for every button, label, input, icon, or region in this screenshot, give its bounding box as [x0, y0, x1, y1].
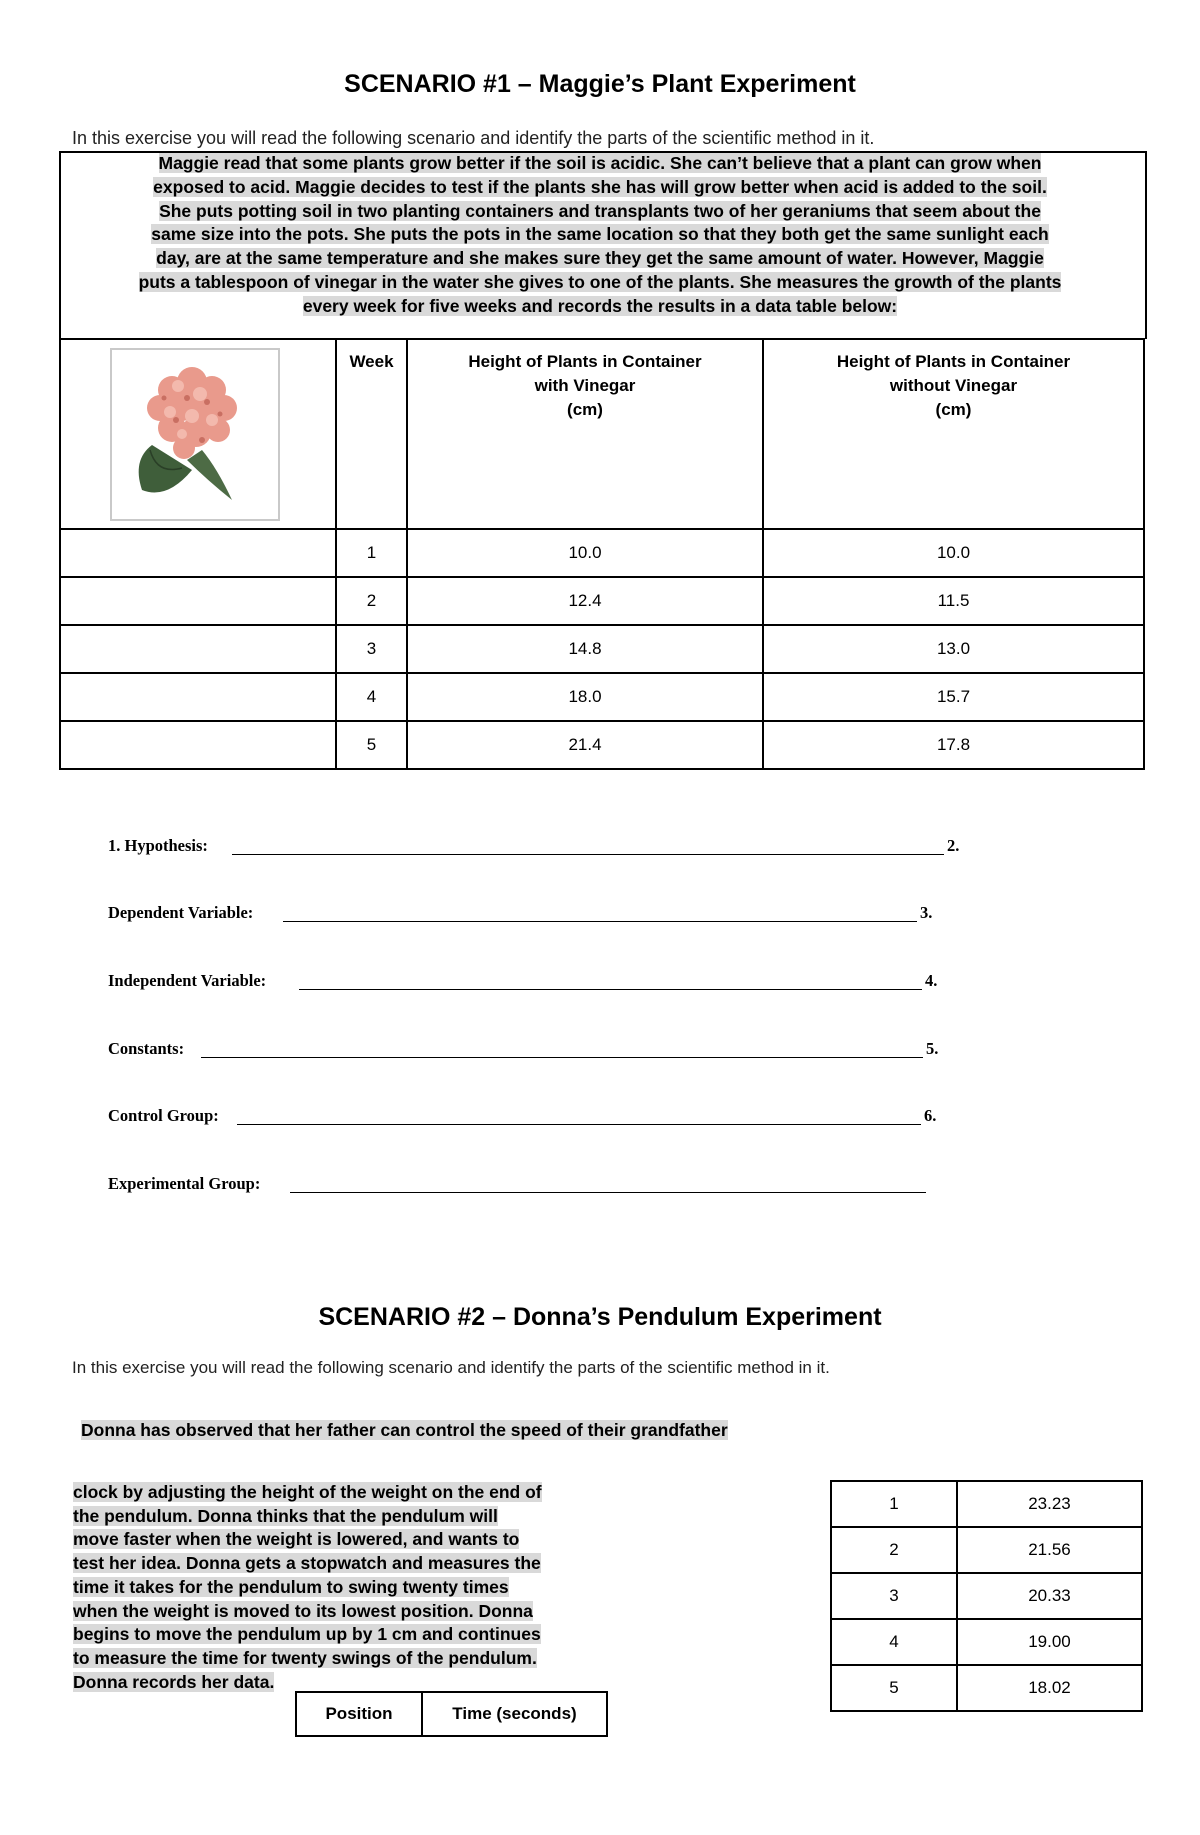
story-line: to measure the time for twenty swings of the pendulum.	[73, 1647, 537, 1668]
independent-variable-answer-line[interactable]	[299, 989, 922, 990]
table-row	[831, 1619, 1142, 1665]
without-vinegar-cell: 15.7	[763, 673, 1144, 721]
table-row	[60, 673, 1144, 721]
story-line: same size into the pots. She puts the pots in the same location so that they both get the same sunlight each	[151, 224, 1049, 245]
time-cell: 18.02	[957, 1665, 1142, 1711]
with-vinegar-header	[407, 339, 763, 529]
story-line: puts a tablespoon of vinegar in the water she gives to one of the plants. She measures the growth of the plants	[138, 271, 1062, 292]
story-line: clock by adjusting the height of the weight on the end of	[73, 1482, 542, 1502]
position-cell: 2	[831, 1527, 957, 1573]
independent-variable-label: Independent Variable:	[108, 971, 267, 990]
story-line: day, are at the same temperature and she makes sure they get the same amount of water. However, Maggie	[156, 248, 1044, 269]
constants-label: Constants:	[108, 1039, 185, 1058]
scenario2-first-line	[81, 1419, 728, 1443]
story-line: She puts potting soil in two planting containers and transplants two of her geraniums that seem about the	[159, 200, 1041, 221]
time-cell: 21.56	[957, 1527, 1142, 1573]
week-cell: 2	[336, 577, 407, 625]
without-vinegar-cell: 10.0	[763, 529, 1144, 577]
week-cell: 3	[336, 625, 407, 673]
constants-number: 5.	[926, 1039, 939, 1058]
table-row	[831, 1665, 1142, 1711]
story-line: begins to move the pendulum up by 1 cm and continues	[73, 1624, 541, 1645]
scenario1-story	[72, 152, 1128, 319]
independent-variable-number: 4.	[925, 971, 938, 990]
story-line: every week for five weeks and records the results in a data table below:	[302, 295, 898, 316]
without-vinegar-cell: 11.5	[763, 577, 1144, 625]
position-cell: 1	[831, 1481, 957, 1527]
table-row	[60, 721, 1144, 769]
header-line: with Vinegar	[534, 376, 636, 395]
header-line: (cm)	[935, 400, 972, 419]
time-cell: 20.33	[957, 1573, 1142, 1619]
story-line: Maggie read that some plants grow better if the soil is acidic. She can’t believe that a plant can grow when	[158, 153, 1042, 173]
table-row	[831, 1481, 1142, 1527]
table-row	[60, 577, 1144, 625]
pendulum-header-table	[295, 1691, 608, 1737]
empty-cell	[60, 625, 336, 673]
dependent-variable-label: Dependent Variable:	[108, 903, 254, 922]
position-cell: 4	[831, 1619, 957, 1665]
empty-cell	[60, 721, 336, 769]
with-vinegar-cell: 10.0	[407, 529, 763, 577]
hydrangea-image	[110, 348, 280, 521]
experimental-group-answer-line[interactable]	[290, 1192, 926, 1193]
time-header: Time (seconds)	[422, 1692, 607, 1736]
scenario1-title: SCENARIO #1 – Maggie’s Plant Experiment	[344, 70, 856, 98]
empty-cell	[60, 577, 336, 625]
without-vinegar-cell: 13.0	[763, 625, 1144, 673]
control-group-label: Control Group:	[108, 1106, 219, 1125]
story-line: the pendulum. Donna thinks that the pendulum will	[73, 1505, 498, 1526]
hypothesis-answer-line[interactable]	[232, 854, 944, 855]
scenario2-title: SCENARIO #2 – Donna’s Pendulum Experiment	[318, 1303, 882, 1331]
table-row	[60, 529, 1144, 577]
table-row	[831, 1527, 1142, 1573]
without-vinegar-header	[763, 339, 1144, 529]
story-line: when the weight is moved to its lowest position. Donna	[73, 1600, 533, 1621]
header-line: without Vinegar	[889, 376, 1018, 395]
position-cell: 3	[831, 1573, 957, 1619]
table-row	[831, 1573, 1142, 1619]
experimental-group-label: Experimental Group:	[108, 1174, 261, 1193]
story-line: time it takes for the pendulum to swing twenty times	[73, 1576, 509, 1597]
story-line: Donna has observed that her father can control the speed of their grandfather	[81, 1420, 728, 1440]
hypothesis-number: 2.	[947, 836, 960, 855]
header-line: Height of Plants in Container	[836, 352, 1071, 371]
pendulum-data-table	[830, 1480, 1143, 1712]
story-line: test her idea. Donna gets a stopwatch and measures the	[73, 1553, 541, 1574]
scenario1-intro: In this exercise you will read the following scenario and identify the parts of the scientific method in it.	[72, 128, 875, 148]
week-cell: 4	[336, 673, 407, 721]
constants-answer-line[interactable]	[201, 1057, 923, 1058]
control-group-number: 6.	[924, 1106, 937, 1125]
without-vinegar-cell: 17.8	[763, 721, 1144, 769]
story-line: exposed to acid. Maggie decides to test if the plants she has will grow better when acid is added to the soil.	[153, 176, 1047, 197]
week-cell: 5	[336, 721, 407, 769]
position-cell: 5	[831, 1665, 957, 1711]
position-header: Position	[296, 1692, 422, 1736]
time-cell: 19.00	[957, 1619, 1142, 1665]
dependent-variable-answer-line[interactable]	[283, 921, 917, 922]
week-header: Week	[336, 339, 407, 529]
with-vinegar-cell: 12.4	[407, 577, 763, 625]
with-vinegar-cell: 18.0	[407, 673, 763, 721]
week-cell: 1	[336, 529, 407, 577]
scenario2-story	[73, 1481, 613, 1694]
flower-icon	[112, 350, 278, 519]
hypothesis-label: 1. Hypothesis:	[108, 836, 208, 855]
story-line: move faster when the weight is lowered, and wants to	[73, 1529, 520, 1550]
dependent-variable-number: 3.	[920, 903, 933, 922]
with-vinegar-cell: 21.4	[407, 721, 763, 769]
control-group-answer-line[interactable]	[237, 1124, 921, 1125]
header-line: (cm)	[567, 400, 603, 419]
time-cell: 23.23	[957, 1481, 1142, 1527]
header-line: Height of Plants in Container	[468, 352, 702, 371]
story-line: Donna records her data.	[73, 1671, 275, 1692]
with-vinegar-cell: 14.8	[407, 625, 763, 673]
empty-cell	[60, 673, 336, 721]
table-row	[60, 625, 1144, 673]
scenario2-intro: In this exercise you will read the following scenario and identify the parts of the scientific method in it.	[72, 1358, 830, 1377]
empty-cell	[60, 529, 336, 577]
